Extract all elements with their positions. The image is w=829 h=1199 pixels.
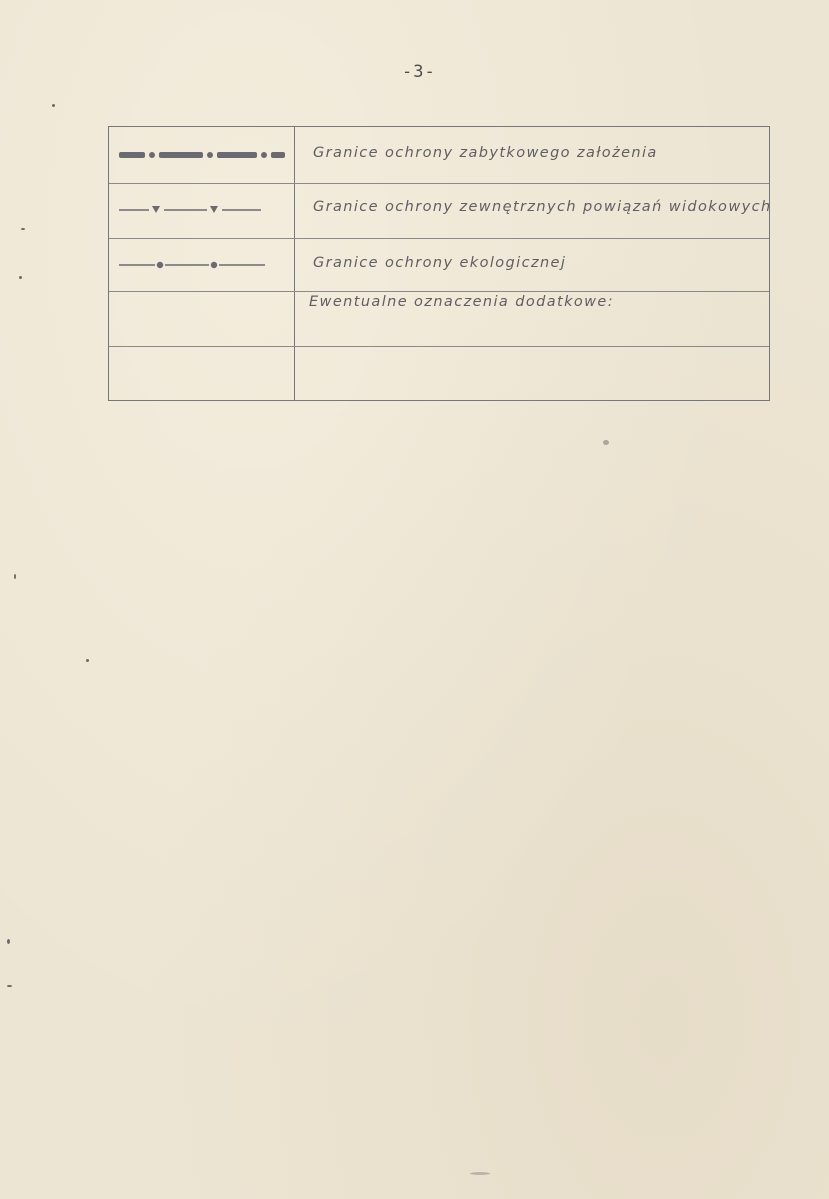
paper-speck <box>21 228 25 230</box>
paper-speck <box>86 659 89 662</box>
triangle-line-icon <box>119 203 285 217</box>
legend-row <box>109 346 769 401</box>
dot-line-icon <box>119 258 285 272</box>
legend-row <box>109 238 769 291</box>
paper-speck <box>7 939 10 944</box>
dash-dot-bold-line-icon <box>119 148 285 162</box>
paper-speck <box>7 985 12 987</box>
legend-label: Granice ochrony ekologicznej <box>313 255 567 271</box>
paper-speck <box>470 1172 490 1175</box>
paper-speck <box>19 276 22 279</box>
paper-speck <box>14 574 16 579</box>
legend-row <box>109 291 769 346</box>
legend-table <box>108 126 770 401</box>
legend-label: Granice ochrony zewnętrznych powiązań widokowych <box>313 199 772 215</box>
legend-row <box>109 127 769 183</box>
legend-row <box>109 183 772 238</box>
legend-label: Ewentualne oznaczenia dodatkowe: <box>309 294 614 310</box>
legend-label: Granice ochrony zabytkowego założenia <box>313 145 658 161</box>
page-number: -3- <box>402 62 436 82</box>
paper-speck <box>52 104 55 107</box>
paper-speck <box>603 440 609 445</box>
